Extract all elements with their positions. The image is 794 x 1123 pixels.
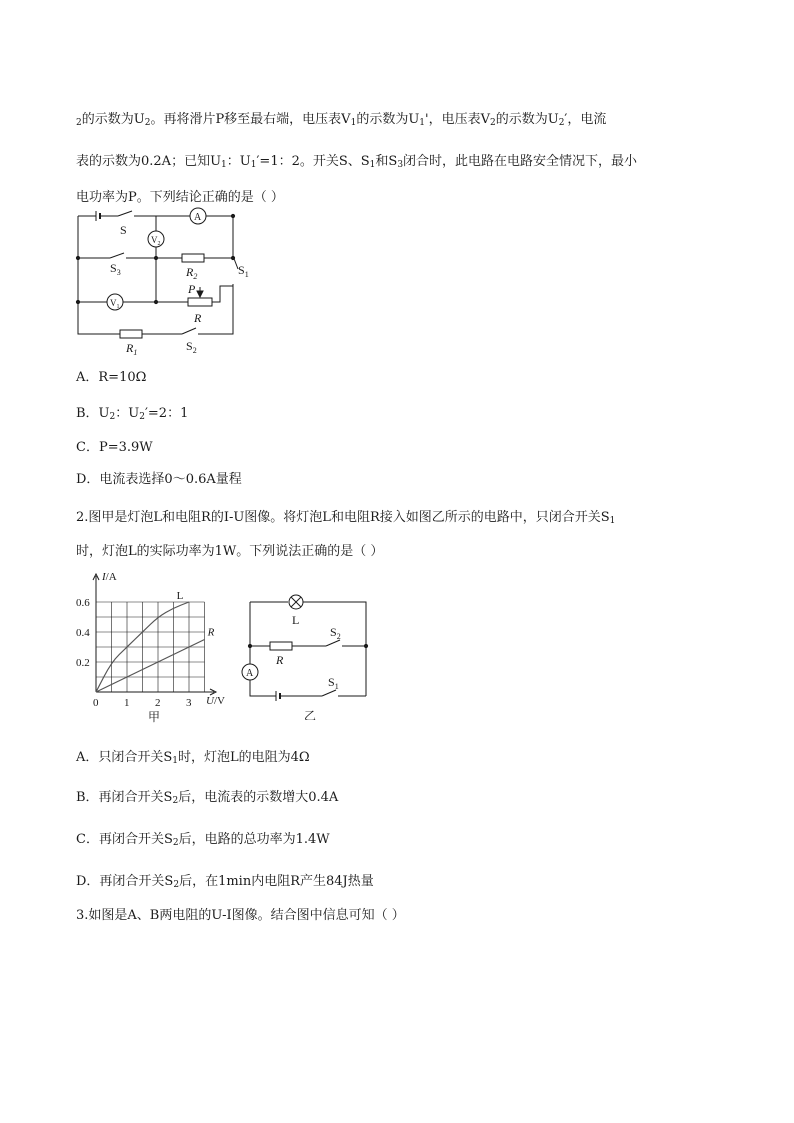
label-V2: $V_2$ [151,235,161,247]
label-S: S [120,223,127,237]
label-L: L [292,613,300,627]
label-S2: $S_2$ [186,339,197,355]
label-A-q1: A [194,212,202,223]
q3-text: 3.如图是A、B两电阻的U-I图像。结合图中信息可知（ ） [76,908,405,923]
q2-option-a: A．只闭合开关$S_1$时，灯泡L的电阻为4Ω [76,750,310,766]
q1-option-c: C．P=3.9W [76,440,153,455]
q1-option-a: A．R=10Ω [76,370,147,385]
graph-caption: 甲 [148,710,161,724]
label-V1: $V_1$ [110,298,120,310]
x-tick-label: 1 [124,697,130,709]
label-R2: $R_2$ [186,265,198,281]
label-A-q2: A [246,668,254,679]
series-R-curve [96,640,205,693]
label-S3: $S_3$ [110,261,121,277]
q1-text-line-1: $_2$的示数为$U_2$。再将滑片P移至最右端，电压表$V_1$的示数为$U_1'$，电压表$V_2$的示数为$U_2'$，电流 [76,112,607,128]
q1-text-line-2: 表的示数为0.2A；已知$U_1$：$U_1'=1$：2。开关S、$S_1$和$S_3$闭合时，此电路在电路安全情况下，最小 [76,154,638,170]
series-label-L: L [176,590,184,602]
y-tick-label: 0.6 [76,597,90,609]
q2-text-line-2: 时，灯泡L的实际功率为1W。下列说法正确的是（ ） [76,544,384,559]
label-R-q2: R [276,653,284,667]
q2-option-b: B．再闭合开关$S_2$后，电流表的示数增大0.4A [76,790,339,806]
q1-text-line-3: 电功率为P。下列结论正确的是（ ） [76,190,284,205]
label-R: R [194,311,202,325]
q2-circuit-diagram [236,590,376,720]
q2-text-line-1: 2.图甲是灯泡L和电阻R的I-U图像。将灯泡L和电阻R接入如图乙所示的电路中，只闭合开关$S_1$ [76,510,616,526]
q1-option-d: D．电流表选择0～0.6A量程 [76,472,242,487]
x-axis-label: U/V [206,695,225,707]
label-S1-q2: $S_1$ [328,675,339,691]
circuit-caption: 乙 [304,709,317,720]
x-tick-label: 0 [93,697,99,709]
y-tick-label: 0.2 [76,657,90,669]
q1-option-b: B．$U_2$：$U_2'=2$：1 [76,406,189,422]
label-S1: $S_1$ [238,263,249,279]
q2-iu-graph [70,566,240,726]
q1-circuit-diagram [70,206,260,360]
label-R1: $R_1$ [126,341,138,357]
label-S2-q2: $S_2$ [330,625,341,641]
x-tick-label: 2 [155,697,161,709]
x-tick-label: 3 [186,697,192,709]
y-tick-label: 0.4 [76,627,90,639]
q2-option-c: C．再闭合开关$S_2$后，电路的总功率为1.4W [76,832,330,848]
y-axis-label: I/A [102,571,117,583]
q2-option-d: D．再闭合开关$S_2$后，在1min内电阻R产生84J热量 [76,874,374,890]
series-label-R: R [207,626,215,639]
label-P: P [188,282,196,296]
